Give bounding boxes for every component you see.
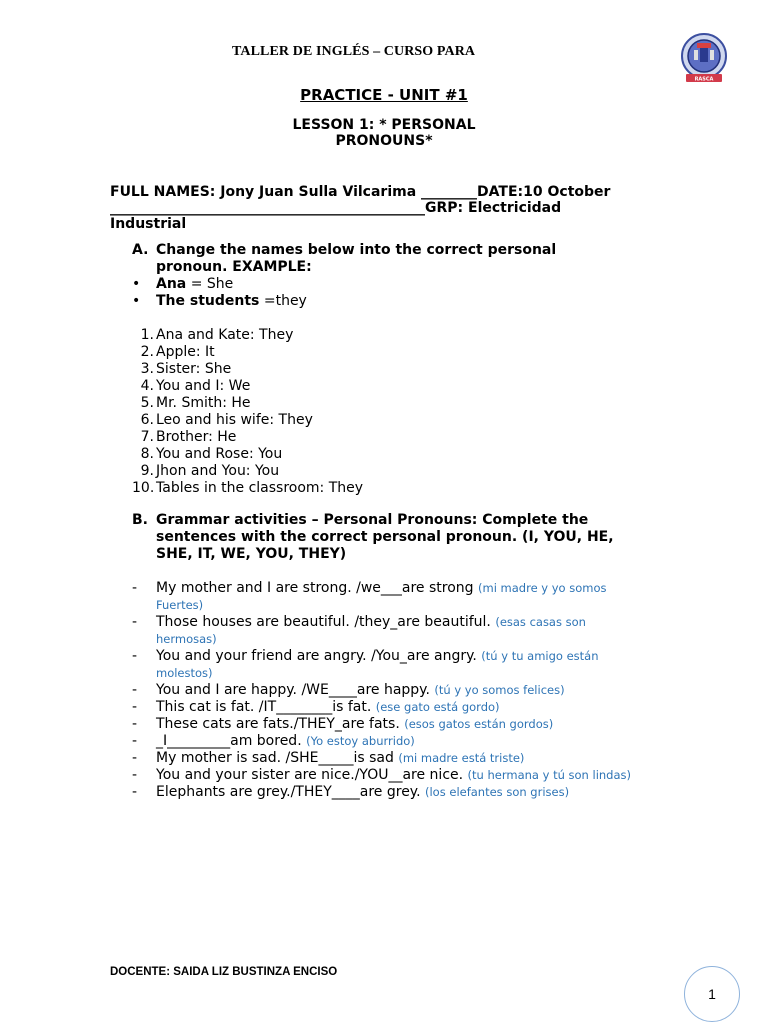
bullet-icon: • <box>132 293 141 309</box>
lesson-title: LESSON 1: * PERSONAL PRONOUNS* <box>292 117 476 149</box>
page-number <box>684 966 740 1022</box>
list-item: 7. Brother: He <box>140 429 237 445</box>
group-label: GRP: <box>425 200 464 216</box>
list-item: 5. Mr. Smith: He <box>140 395 251 411</box>
example-name: Ana <box>156 276 187 292</box>
section-a <box>110 242 630 497</box>
section-a-marker: A. <box>132 242 149 258</box>
translation: (tú y tu amigo están molestos) <box>156 649 599 680</box>
bullet-icon: • <box>132 276 141 292</box>
date-value: 10 October <box>523 184 611 200</box>
page-number-label: 1 <box>708 986 716 1002</box>
blank-line: _____________________________________________ <box>110 200 425 216</box>
translation: (tu hermana y tú son lindas) <box>467 768 632 782</box>
sentence-item: - Elephants are grey./THEY____are grey. (los elefantes son grises) <box>132 784 570 800</box>
section-b <box>110 512 650 801</box>
school-logo <box>680 30 728 86</box>
footer-teacher: DOCENTE: SAIDA LIZ BUSTINZA ENCISO <box>110 966 338 978</box>
list-item: 3. Sister: She <box>140 361 232 377</box>
example-sep: = <box>186 276 207 292</box>
translation: (mi madre y yo somos Fuertes) <box>156 581 607 612</box>
example-pronoun: they <box>275 293 307 309</box>
example-item <box>110 276 630 293</box>
names-value: Jony Juan Sulla Vilcarima ________ <box>220 184 478 200</box>
sentence-item: - My mother and I are strong. /we___are strong (mi madre y yo somos Fuertes) <box>132 580 607 612</box>
example-item <box>110 293 630 310</box>
translation: (ese gato está gordo) <box>375 700 500 714</box>
date-label: DATE: <box>477 184 524 200</box>
translation: (mi madre está triste) <box>398 751 525 765</box>
sentence-item: - You and I are happy. /WE____are happy. (tú y yo somos felices) <box>132 682 565 698</box>
translation: (tú y yo somos felices) <box>434 683 565 697</box>
list-item: 8. You and Rose: You <box>140 446 283 462</box>
sentence-item: - Those houses are beautiful. /they_are beautiful. (esas casas son hermosas) <box>132 614 586 646</box>
translation: (los elefantes son grises) <box>425 785 570 799</box>
section-a-instruction: Change the names below into the correct personal pronoun. EXAMPLE: <box>156 242 557 275</box>
sentence-item: - My mother is sad. /SHE_____is sad (mi madre está triste) <box>132 750 525 766</box>
example-sep: = <box>259 293 276 309</box>
student-info <box>110 184 630 232</box>
group-value: Electricidad Industrial <box>110 200 562 232</box>
names-label: FULL NAMES: <box>110 184 216 200</box>
logo-label: RASCA <box>694 76 714 83</box>
sentence-item: - This cat is fat. /IT________is fat. (ese gato está gordo) <box>132 699 500 715</box>
example-name: The students <box>156 293 260 309</box>
translation: (Yo estoy aburrido) <box>306 734 415 748</box>
sentence-item: - These cats are fats./THEY_are fats. (esos gatos están gordos) <box>132 716 554 732</box>
sentence-item: - You and your friend are angry. /You_are angry. (tú y tu amigo están molestos) <box>132 648 599 680</box>
translation: (esos gatos están gordos) <box>404 717 554 731</box>
section-b-marker: B. <box>132 512 148 528</box>
list-item: 10. Tables in the classroom: They <box>132 480 364 496</box>
list-item: 2. Apple: It <box>140 344 215 360</box>
section-b-instruction: Grammar activities – Personal Pronouns: Complete the sentences with the correct personal pronoun. (I, YOU, HE, SHE, IT, WE, YOU, THEY) <box>156 512 614 562</box>
list-item: 1. Ana and Kate: They <box>140 327 294 343</box>
list-item: 9. Jhon and You: You <box>140 463 280 479</box>
list-item: 4. You and I: We <box>140 378 251 394</box>
example-pronoun: She <box>206 276 234 292</box>
sentence-item: - You and your sister are nice./YOU__are nice. (tu hermana y tú son lindas) <box>132 767 632 783</box>
list-item: 6. Leo and his wife: They <box>140 412 313 428</box>
header-title: TALLER DE INGLÉS – CURSO PARA <box>232 44 476 59</box>
translation: (esas casas son hermosas) <box>156 615 586 646</box>
sentence-item: - _I_________am bored. (Yo estoy aburrido) <box>132 733 415 749</box>
practice-title: PRACTICE - UNIT #1 <box>300 86 468 104</box>
